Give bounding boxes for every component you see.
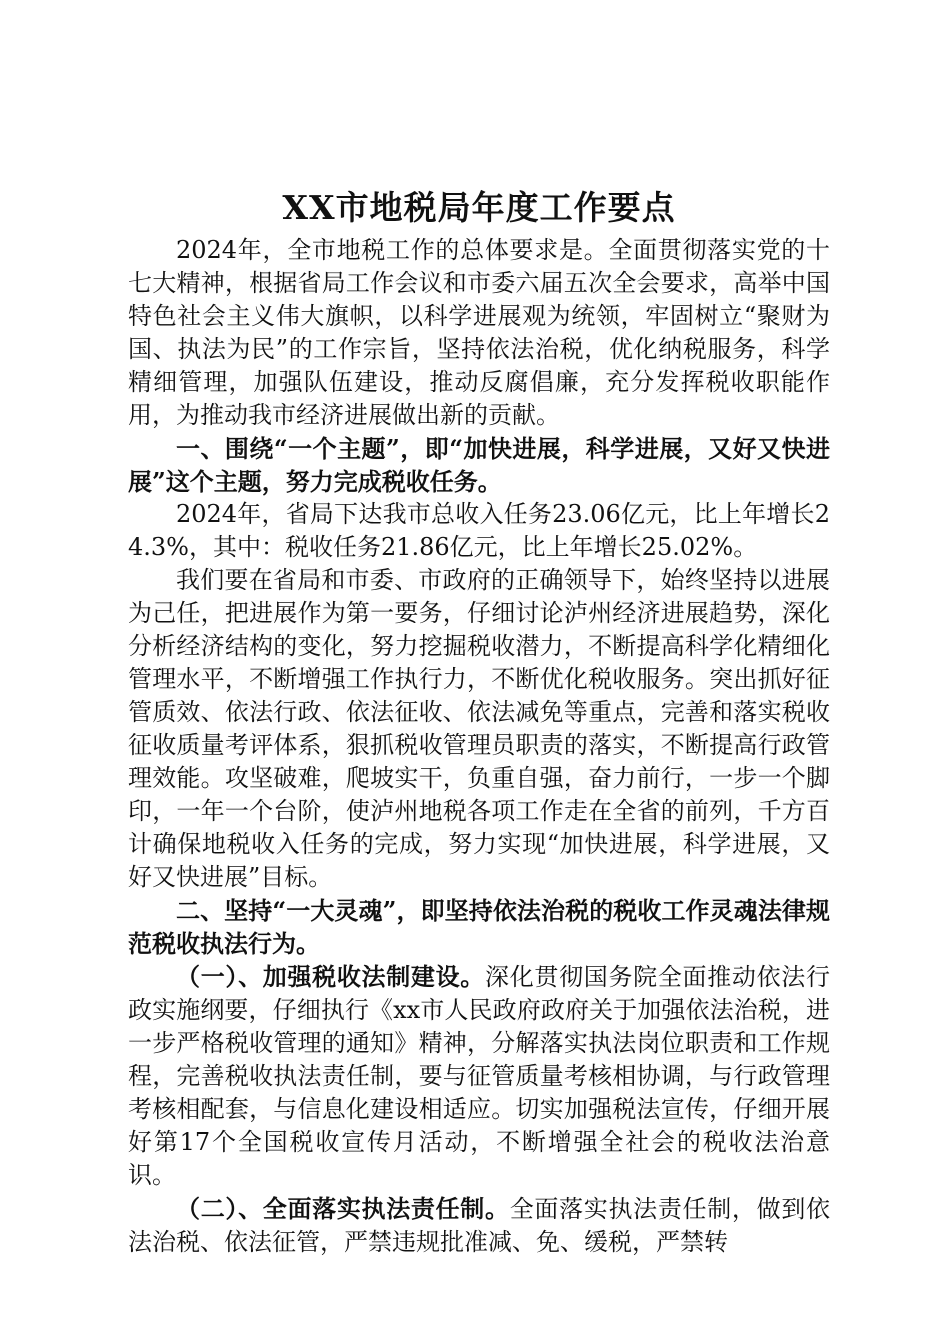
section-heading-1: 一、围绕“一个主题”，即“加快进展，科学进展，又好又快进展”这个主题，努力完成税收任务。 <box>128 434 830 496</box>
paragraph-text: 2024年，省局下达我市总收入任务23.06亿元，比上年增长24.3%，其中：税收任务21.86亿元，比上年增长25.02%。 <box>128 500 830 561</box>
paragraph-text: 2024年，全市地税工作的总体要求是。全面贯彻落实党的十七大精神，根据省局工作会议和市委六届五次全会要求，高举中国特色社会主义伟大旗帜，以科学进展观为统领，牢固树立“聚财为国、执法为民”的工作宗旨，坚持依法治税，优化纳税服务，科学精细管理，加强队伍建设，推动反腐倡廉，充分发挥税收职能作用，为推动我市经济进展做出新的贡献。 <box>128 236 830 429</box>
section-heading-2: 二、坚持“一大灵魂”，即坚持依法治税的税收工作灵魂法律规范税收执法行为。 <box>128 896 830 958</box>
subsection-paragraph-1 <box>128 960 830 1192</box>
task-paragraph <box>128 498 830 564</box>
paragraph-text: 我们要在省局和市委、市政府的正确领导下，始终坚持以进展为己任，把进展作为第一要务，仔细讨论泸州经济进展趋势，深化分析经济结构的变化，努力挖掘税收潜力，不断提高科学化精细化管理水平，不断增强工作执行力，不断优化税收服务。突出抓好征管质效、依法行政、依法征收、依法减免等重点，完善和落实税收征收质量考评体系，狠抓税收管理员职责的落实，不断提高行政管理效能。攻坚破难，爬坡实干，负重自强，奋力前行，一步一个脚印，一年一个台阶，使泸州地税各项工作走在全省的前列，千方百计确保地税收入任务的完成，努力实现“加快进展，科学进展，又好又快进展”目标。 <box>128 566 830 891</box>
document-page <box>128 186 830 1259</box>
subsection-paragraph-2 <box>128 1192 830 1259</box>
subsection-lead: （一）、加强税收法制建设。 <box>176 962 485 991</box>
subsection-lead: （二）、全面落实执法责任制。 <box>176 1194 510 1223</box>
intro-paragraph <box>128 234 830 432</box>
paragraph-text: 全面落实执法责任制，做到依法治税、依法征管，严禁违规批准减、免、缓税，严禁转 <box>128 1195 831 1256</box>
document-title: XX市地税局年度工作要点 <box>282 188 676 227</box>
guidance-paragraph <box>128 564 830 894</box>
paragraph-text: 深化贯彻国务院全面推动依法行政实施纲要，仔细执行《xx市人民政府政府关于加强依法治税，进一步严格税收管理的通知》精神，分解落实执法岗位职责和工作规程，完善税收执法责任制，要与征管质量考核相协调，与行政管理考核相配套，与信息化建设相适应。切实加强税法宣传，仔细开展好第17个全国税收宣传月活动，不断增强全社会的税收法治意识。 <box>128 963 830 1189</box>
